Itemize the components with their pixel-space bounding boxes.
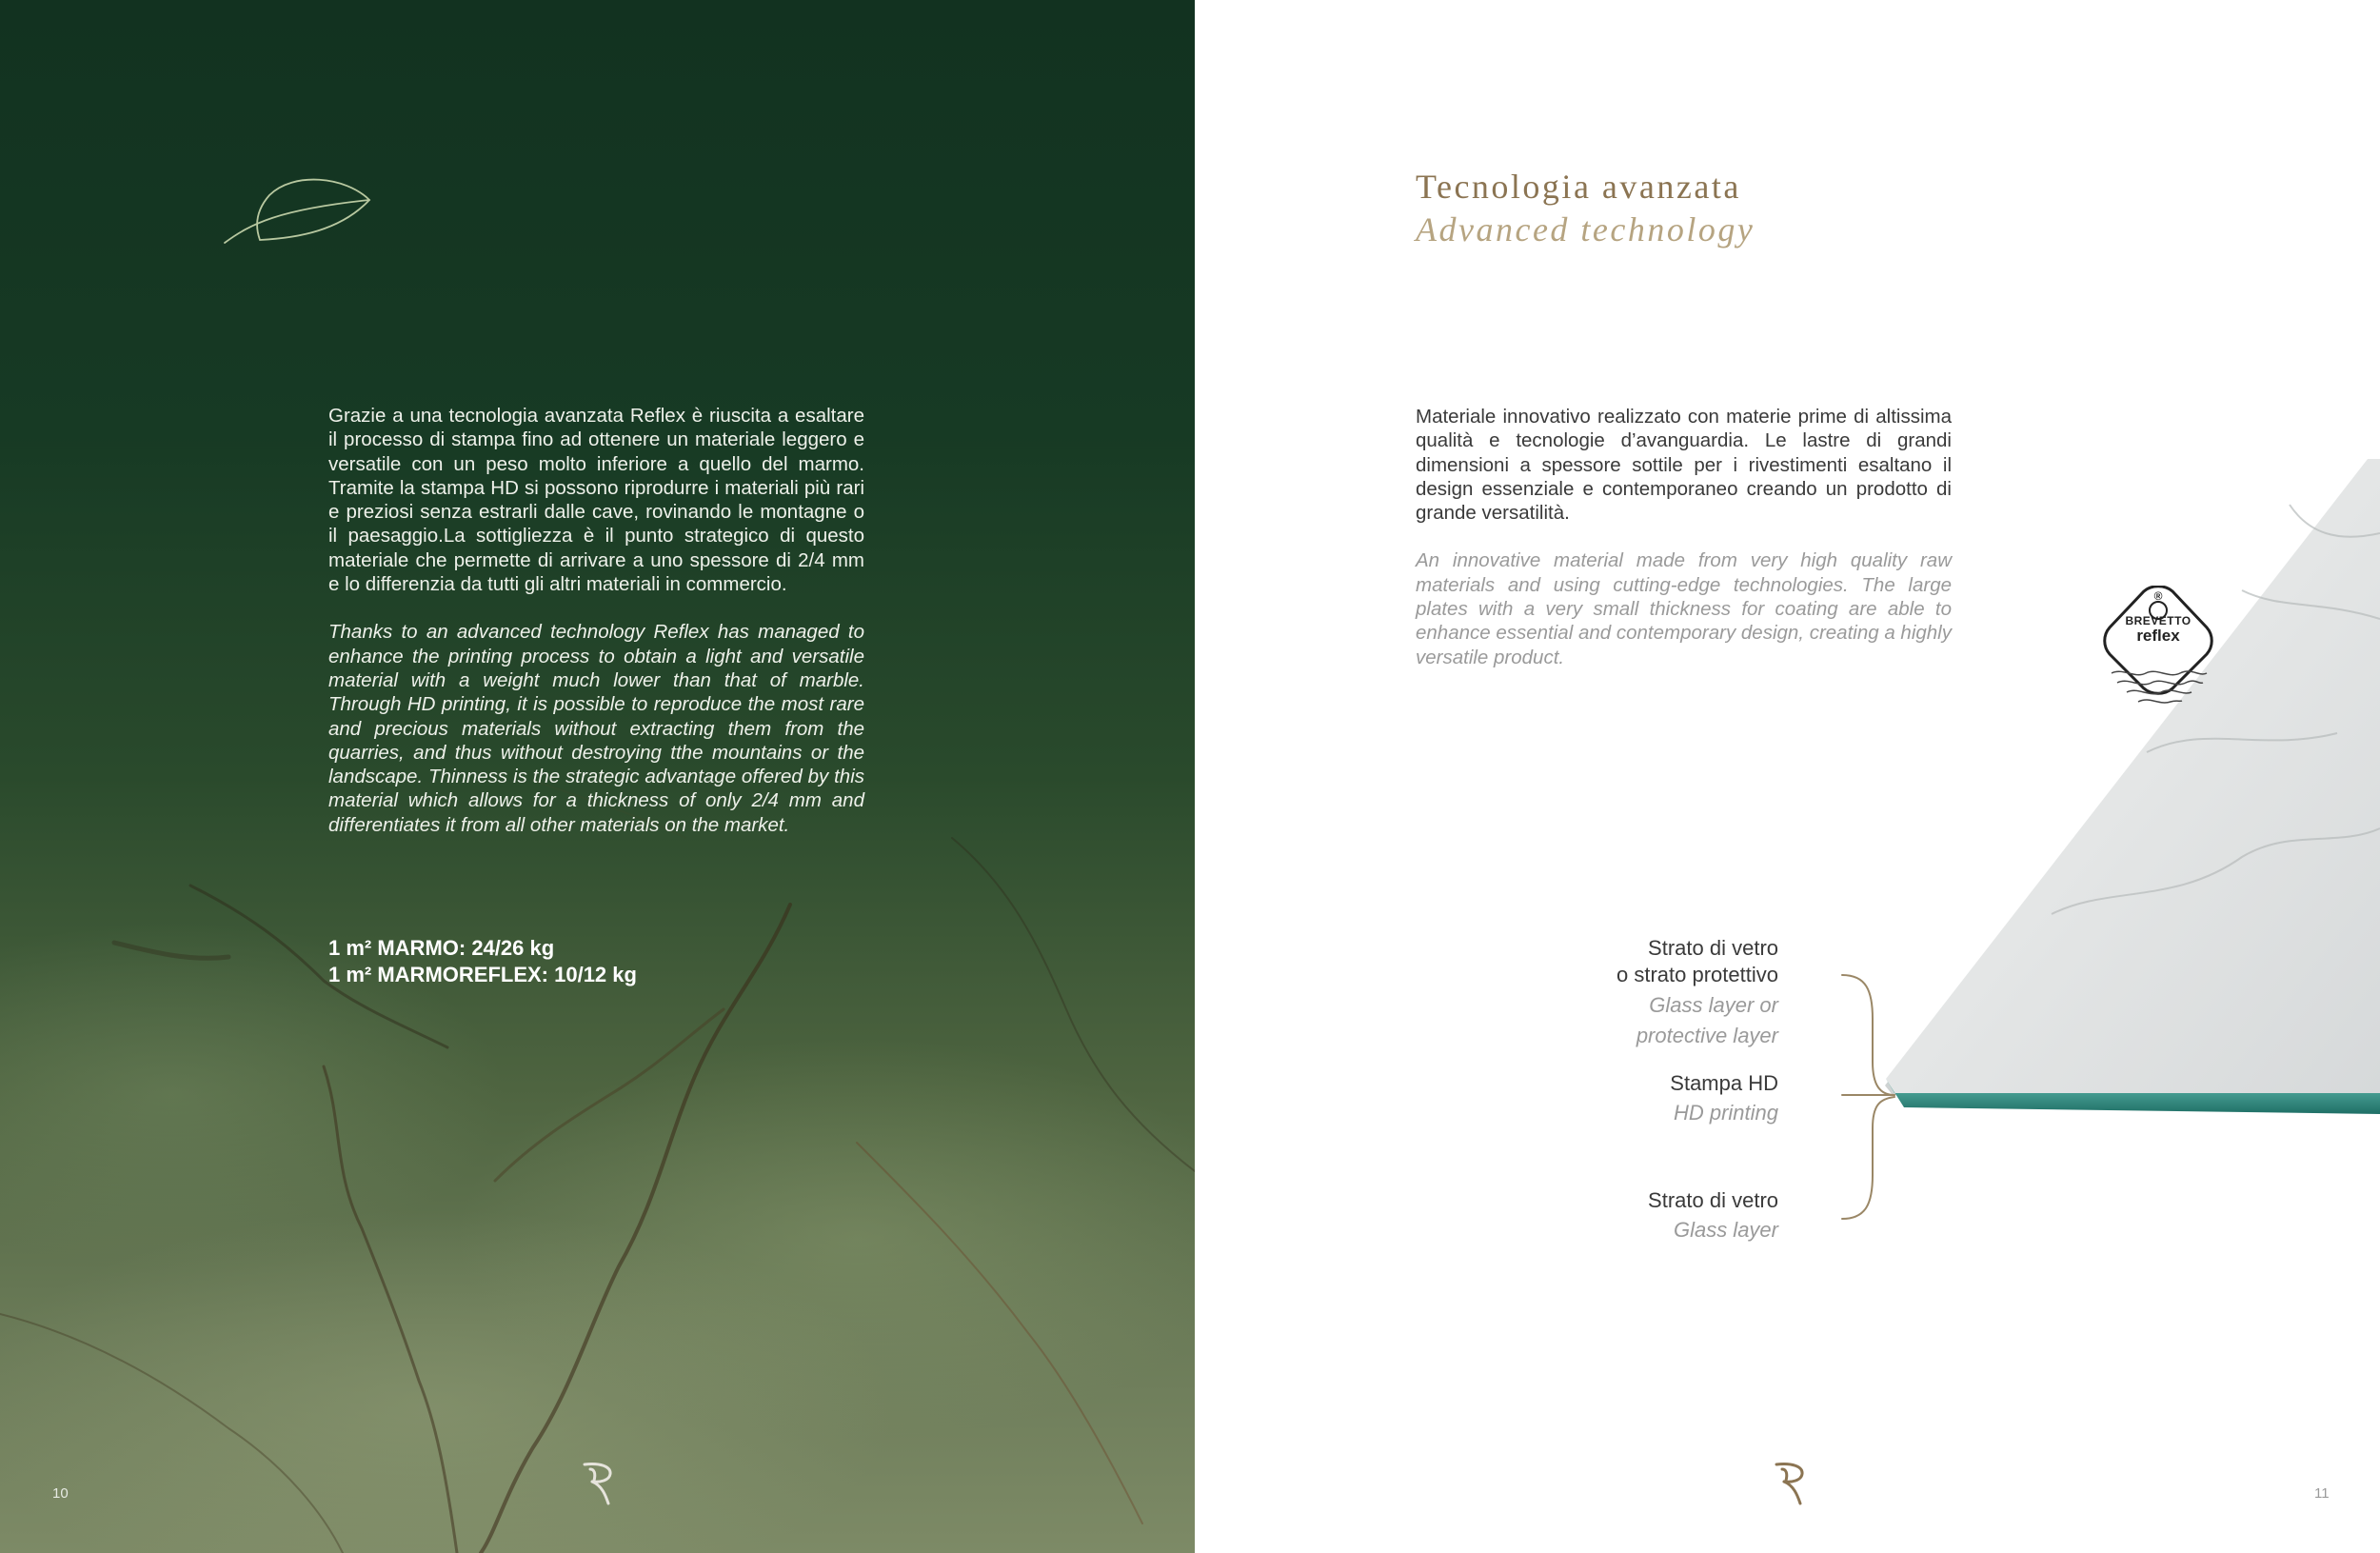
paragraph-italian: Grazie a una tecnologia avanzata Reflex è riuscita a esaltare il processo di stampa fino ad ottenere un materiale leggero e versatile con un peso molto inferiore a quello del marmo. Tramite la stampa HD si possono riprodurre i materiali più rari e preziosi senza estrarli dalle cave, rovinando le montagne o il paesaggio.La sottigliezza è il punto strategico di questo materiale che permette di arrivare a uno spessore di 2/4 mm e lo differenzia da tutti gli altri materiali in commercio. <box>328 405 864 596</box>
weight-comparison <box>328 935 637 988</box>
label-protective-glass-layer <box>1616 935 1778 1049</box>
weight-marble: 1 m² MARMO: 24/26 kg <box>328 936 555 960</box>
label-hd-printing <box>1670 1070 1778 1126</box>
label-protective-en-line2: protective layer <box>1636 1024 1778 1047</box>
page-number-left: 10 <box>52 1485 69 1502</box>
badge-label-reflex: reflex <box>2136 627 2180 645</box>
badge-label-brevetto: BREVETTO <box>2125 614 2192 627</box>
label-protective-en-line1: Glass layer or <box>1649 993 1778 1017</box>
left-body-text <box>328 404 864 837</box>
right-page <box>1195 0 2380 1553</box>
reflex-r-logo <box>1771 1462 1809 1505</box>
badge-symbol: ® <box>2153 589 2163 603</box>
page-title-english: Advanced technology <box>1416 210 1755 249</box>
weight-marmoreflex: 1 m² MARMOREFLEX: 10/12 kg <box>328 963 637 986</box>
label-glass-it: Strato di vetro <box>1648 1188 1778 1212</box>
label-protective-it-line1: Strato di vetro <box>1648 936 1778 960</box>
label-protective-it-line2: o strato protettivo <box>1616 963 1778 986</box>
page-title-italian: Tecnologia avanzata <box>1416 168 1741 206</box>
label-hd-en: HD printing <box>1673 1101 1778 1125</box>
layer-brackets <box>1195 0 2380 1553</box>
reflex-r-logo <box>579 1462 617 1505</box>
label-glass-layer <box>1648 1187 1778 1244</box>
paragraph-italian: Materiale innovativo realizzato con materie prime di altissima qualità e tecnologie d’avanguardia. Le lastre di grandi dimensioni a spessore sottile per i rivestimenti esaltano il design essenziale e contemporaneo creando un prodotto di grande versatilità. <box>1416 406 1952 525</box>
label-glass-en: Glass layer <box>1673 1218 1778 1242</box>
page-number-right: 11 <box>2314 1485 2330 1502</box>
leaf-icon <box>222 171 374 248</box>
paragraph-english: An innovative material made from very high quality raw materials and using cutting-edge technologies. The large plates with a very small thickness for coating are able to enhance essential and contemporary design, creating a highly versatile product. <box>1416 549 1952 668</box>
paragraph-english: Thanks to an advanced technology Reflex has managed to enhance the printing process to obtain a light and versatile material with a weight much lower than that of marble. Through HD printing, it is possible to reproduce the most rare and precious materials without extracting them from the quarries, and thus without destroying tthe mountains or the landscape. Thinness is the strategic advantage offered by this material which allows for a thickness of only 2/4 mm and differentiates it from all other materials on the market. <box>328 621 864 836</box>
label-hd-it: Stampa HD <box>1670 1071 1778 1095</box>
